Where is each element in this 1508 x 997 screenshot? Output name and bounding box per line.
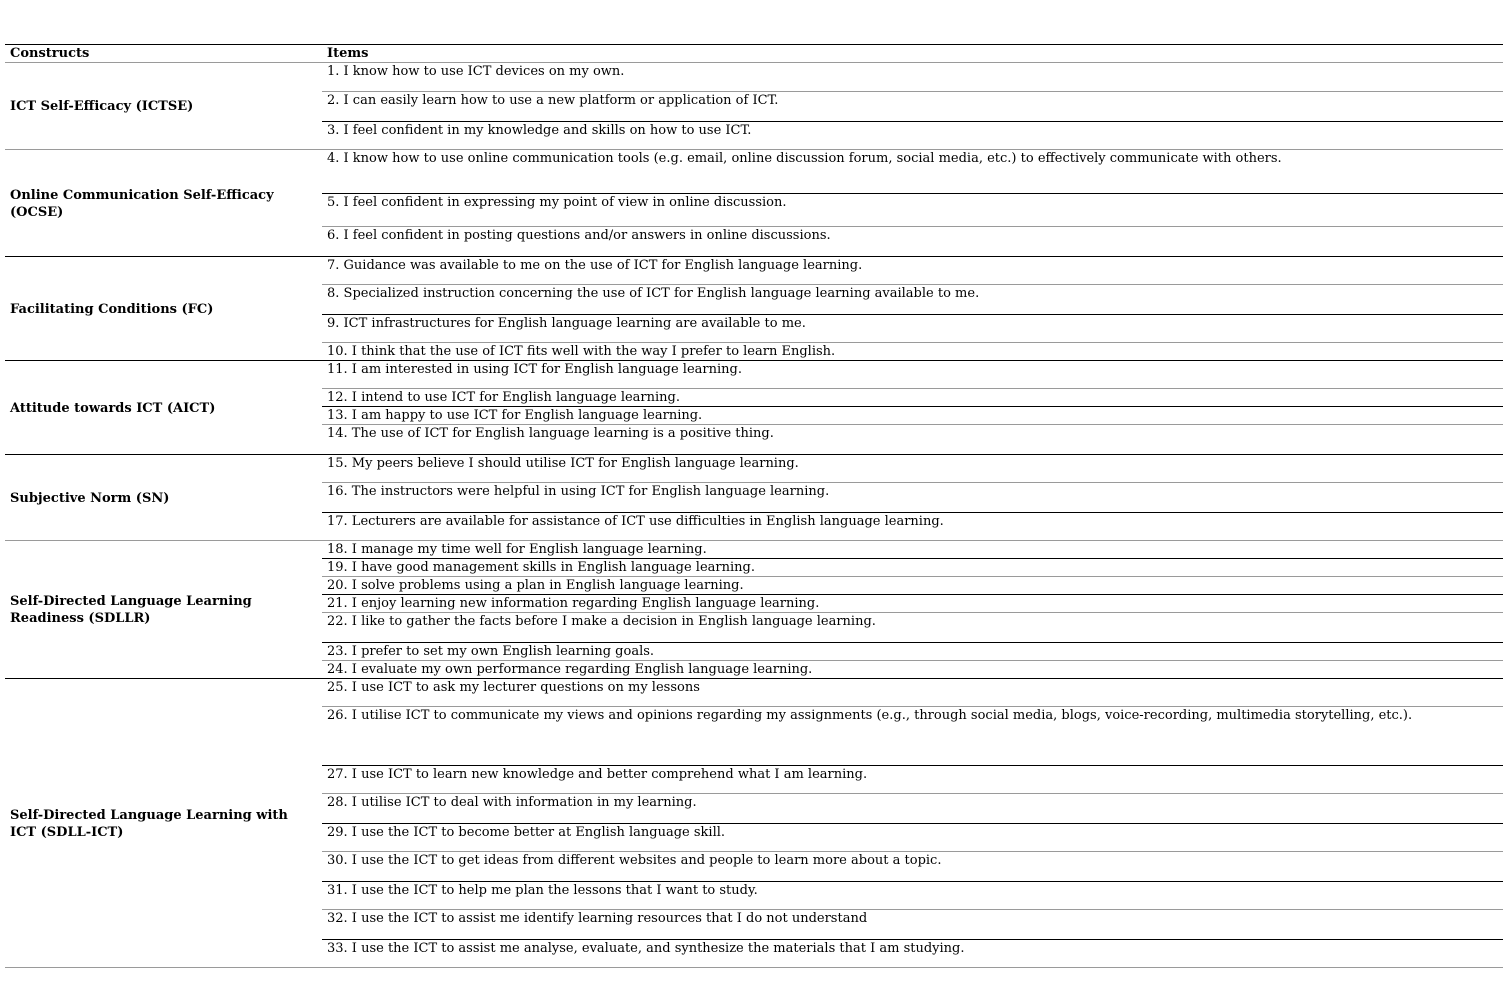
construct-label: Facilitating Conditions (FC): [10, 302, 214, 317]
row-rule: [322, 642, 1503, 643]
row-rule: [322, 660, 1503, 661]
item-text: 9. ICT infrastructures for English language learning are available to me.: [327, 316, 806, 331]
row-rule: [322, 594, 1503, 595]
header-rule: [5, 62, 1503, 63]
item-text: 4. I know how to use online communication tools (e.g. email, online discussion forum, social media, etc.) to effectively communicate with others.: [327, 151, 1282, 166]
table-bottom-rule: [5, 967, 1503, 968]
row-rule: [322, 793, 1503, 794]
construct-label: Self-Directed Language Learning Readiness (SDLLR): [10, 594, 252, 626]
group-rule: [5, 360, 1503, 361]
item-text: 14. The use of ICT for English language learning is a positive thing.: [327, 426, 774, 441]
row-rule: [322, 388, 1503, 389]
row-rule: [322, 765, 1503, 766]
item-text: 16. The instructors were helpful in using ICT for English language learning.: [327, 484, 830, 499]
table-top-rule: [5, 44, 1503, 45]
group-rule: [5, 256, 1503, 257]
row-rule: [322, 424, 1503, 425]
row-rule: [322, 823, 1503, 824]
row-rule: [322, 284, 1503, 285]
item-text: 26. I utilise ICT to communicate my views and opinions regarding my assignments (e.g., through social media, blogs, voice-recording, multimedia storytelling, etc.).: [327, 708, 1413, 723]
item-text: 30. I use the ICT to get ideas from different websites and people to learn more about a topic.: [327, 853, 942, 868]
row-rule: [322, 512, 1503, 513]
item-text: 22. I like to gather the facts before I make a decision in English language learning.: [327, 614, 876, 629]
row-rule: [322, 342, 1503, 343]
row-rule: [322, 612, 1503, 613]
item-text: 11. I am interested in using ICT for English language learning.: [327, 362, 742, 377]
row-rule: [322, 706, 1503, 707]
item-text: 6. I feel confident in posting questions and/or answers in online discussions.: [327, 228, 831, 243]
construct-label: Subjective Norm (SN): [10, 491, 170, 506]
item-text: 27. I use ICT to learn new knowledge and better comprehend what I am learning.: [327, 767, 868, 782]
row-rule: [322, 576, 1503, 577]
construct-label: Self-Directed Language Learning with ICT (SDLL-ICT): [10, 808, 288, 840]
item-text: 5. I feel confident in expressing my point of view in online discussion.: [327, 195, 787, 210]
row-rule: [322, 909, 1503, 910]
row-rule: [322, 482, 1503, 483]
item-text: 2. I can easily learn how to use a new platform or application of ICT.: [327, 93, 779, 108]
row-rule: [322, 851, 1503, 852]
row-rule: [322, 558, 1503, 559]
group-rule: [5, 540, 1503, 541]
row-rule: [322, 121, 1503, 122]
item-text: 15. My peers believe I should utilise ICT for English language learning.: [327, 456, 799, 471]
item-text: 7. Guidance was available to me on the use of ICT for English language learning.: [327, 258, 863, 273]
row-rule: [322, 314, 1503, 315]
item-text: 20. I solve problems using a plan in English language learning.: [327, 578, 744, 593]
item-text: 33. I use the ICT to assist me analyse, evaluate, and synthesize the materials that I am studying.: [327, 941, 965, 956]
row-rule: [322, 406, 1503, 407]
item-text: 12. I intend to use ICT for English language learning.: [327, 390, 680, 405]
item-text: 23. I prefer to set my own English learning goals.: [327, 644, 655, 659]
row-rule: [322, 226, 1503, 227]
item-text: 17. Lecturers are available for assistance of ICT use difficulties in English language learning.: [327, 514, 944, 529]
header-items: Items: [327, 46, 369, 61]
header-constructs: Constructs: [10, 46, 90, 61]
item-text: 25. I use ICT to ask my lecturer questions on my lessons: [327, 680, 700, 695]
item-text: 1. I know how to use ICT devices on my own.: [327, 64, 625, 79]
group-rule: [5, 678, 1503, 679]
item-text: 32. I use the ICT to assist me identify learning resources that I do not understand: [327, 911, 868, 926]
item-text: 31. I use the ICT to help me plan the lessons that I want to study.: [327, 883, 758, 898]
item-text: 19. I have good management skills in English language learning.: [327, 560, 755, 575]
item-text: 3. I feel confident in my knowledge and skills on how to use ICT.: [327, 123, 752, 138]
item-text: 21. I enjoy learning new information regarding English language learning.: [327, 596, 820, 611]
row-rule: [322, 939, 1503, 940]
row-rule: [322, 91, 1503, 92]
row-rule: [322, 881, 1503, 882]
item-text: 28. I utilise ICT to deal with information in my learning.: [327, 795, 697, 810]
item-text: 18. I manage my time well for English language learning.: [327, 542, 707, 557]
construct-label: Online Communication Self-Efficacy (OCSE): [10, 188, 274, 220]
item-text: 24. I evaluate my own performance regarding English language learning.: [327, 662, 813, 677]
row-rule: [322, 193, 1503, 194]
item-text: 10. I think that the use of ICT fits well with the way I prefer to learn English.: [327, 344, 836, 359]
group-rule: [5, 454, 1503, 455]
item-text: 13. I am happy to use ICT for English language learning.: [327, 408, 703, 423]
item-text: 29. I use the ICT to become better at English language skill.: [327, 825, 726, 840]
item-text: 8. Specialized instruction concerning the use of ICT for English language learning available to me.: [327, 286, 980, 301]
group-rule: [5, 149, 1503, 150]
construct-label: ICT Self-Efficacy (ICTSE): [10, 99, 194, 114]
construct-label: Attitude towards ICT (AICT): [10, 401, 216, 416]
